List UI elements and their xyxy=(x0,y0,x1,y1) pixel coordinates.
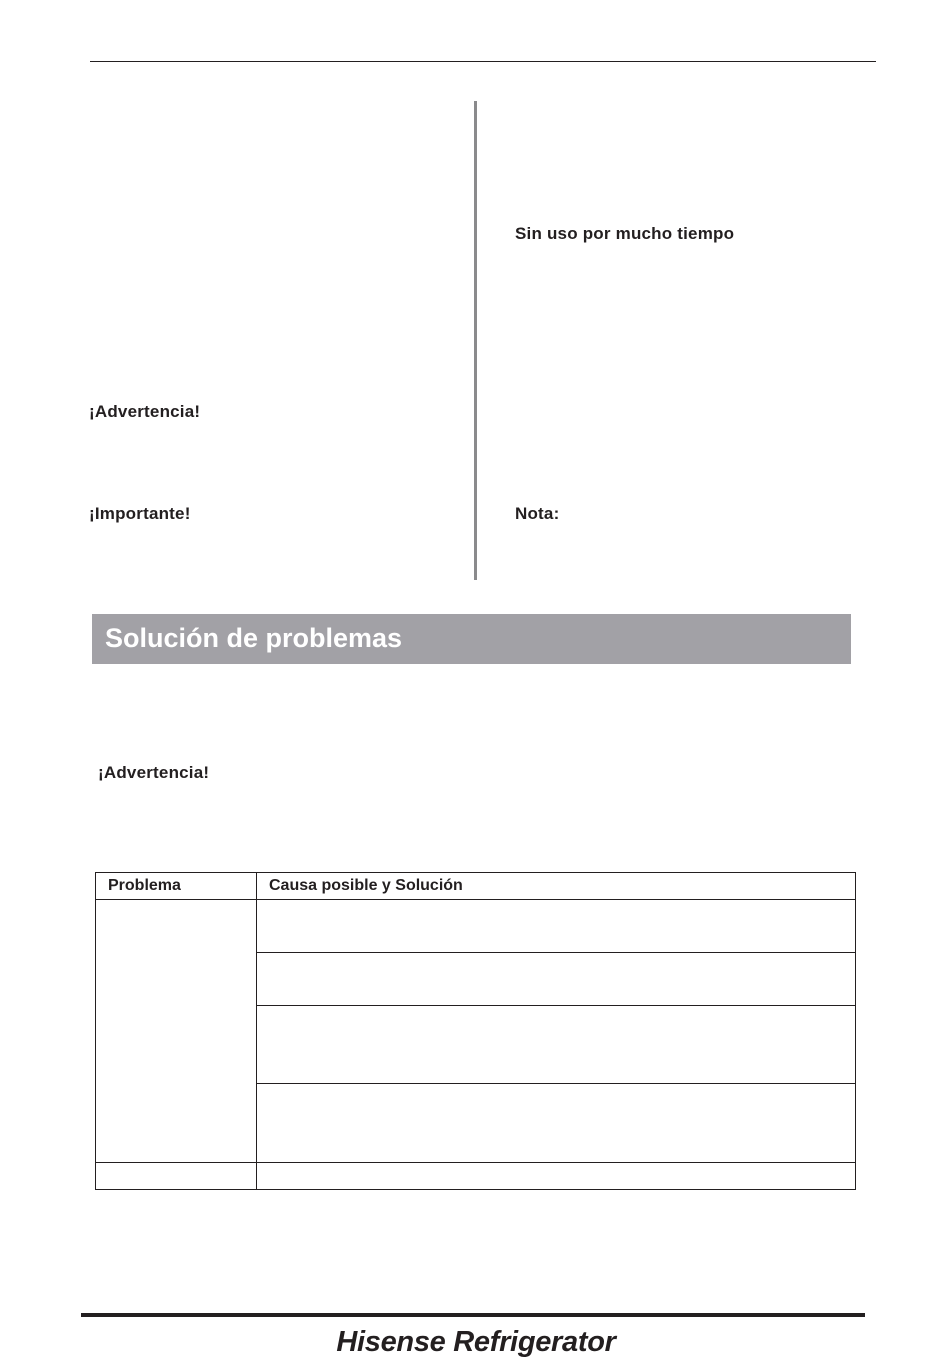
solution-cell xyxy=(257,1163,856,1190)
table-header-row xyxy=(96,873,856,900)
section-title: Solución de problemas xyxy=(105,623,403,653)
troubleshooting-table xyxy=(95,872,856,1190)
solution-cell xyxy=(257,900,856,953)
long-absence-heading: Sin uso por mucho tiempo xyxy=(515,224,735,243)
solution-cell xyxy=(257,1006,856,1084)
troubleshooting-warning-label: ¡Advertencia! xyxy=(98,763,210,782)
solution-cell xyxy=(257,953,856,1006)
problem-cell xyxy=(96,900,257,1163)
warning-label: ¡Advertencia! xyxy=(89,402,201,421)
table-row xyxy=(96,1163,856,1190)
section-header-bar xyxy=(92,614,851,664)
column-divider xyxy=(474,101,477,580)
header-problem: Problema xyxy=(96,873,257,900)
brand-text: Hisense Refrigerator xyxy=(336,1326,616,1358)
problem-cell xyxy=(96,1163,257,1190)
table-row xyxy=(96,900,856,953)
solution-cell xyxy=(257,1084,856,1163)
important-label: ¡Importante! xyxy=(89,504,191,523)
note-label: Nota: xyxy=(515,504,560,523)
header-rule xyxy=(90,61,876,62)
header-cause-solution: Causa posible y Solución xyxy=(257,873,856,900)
footer-brand xyxy=(0,1326,950,1359)
footer-rule xyxy=(81,1313,865,1317)
